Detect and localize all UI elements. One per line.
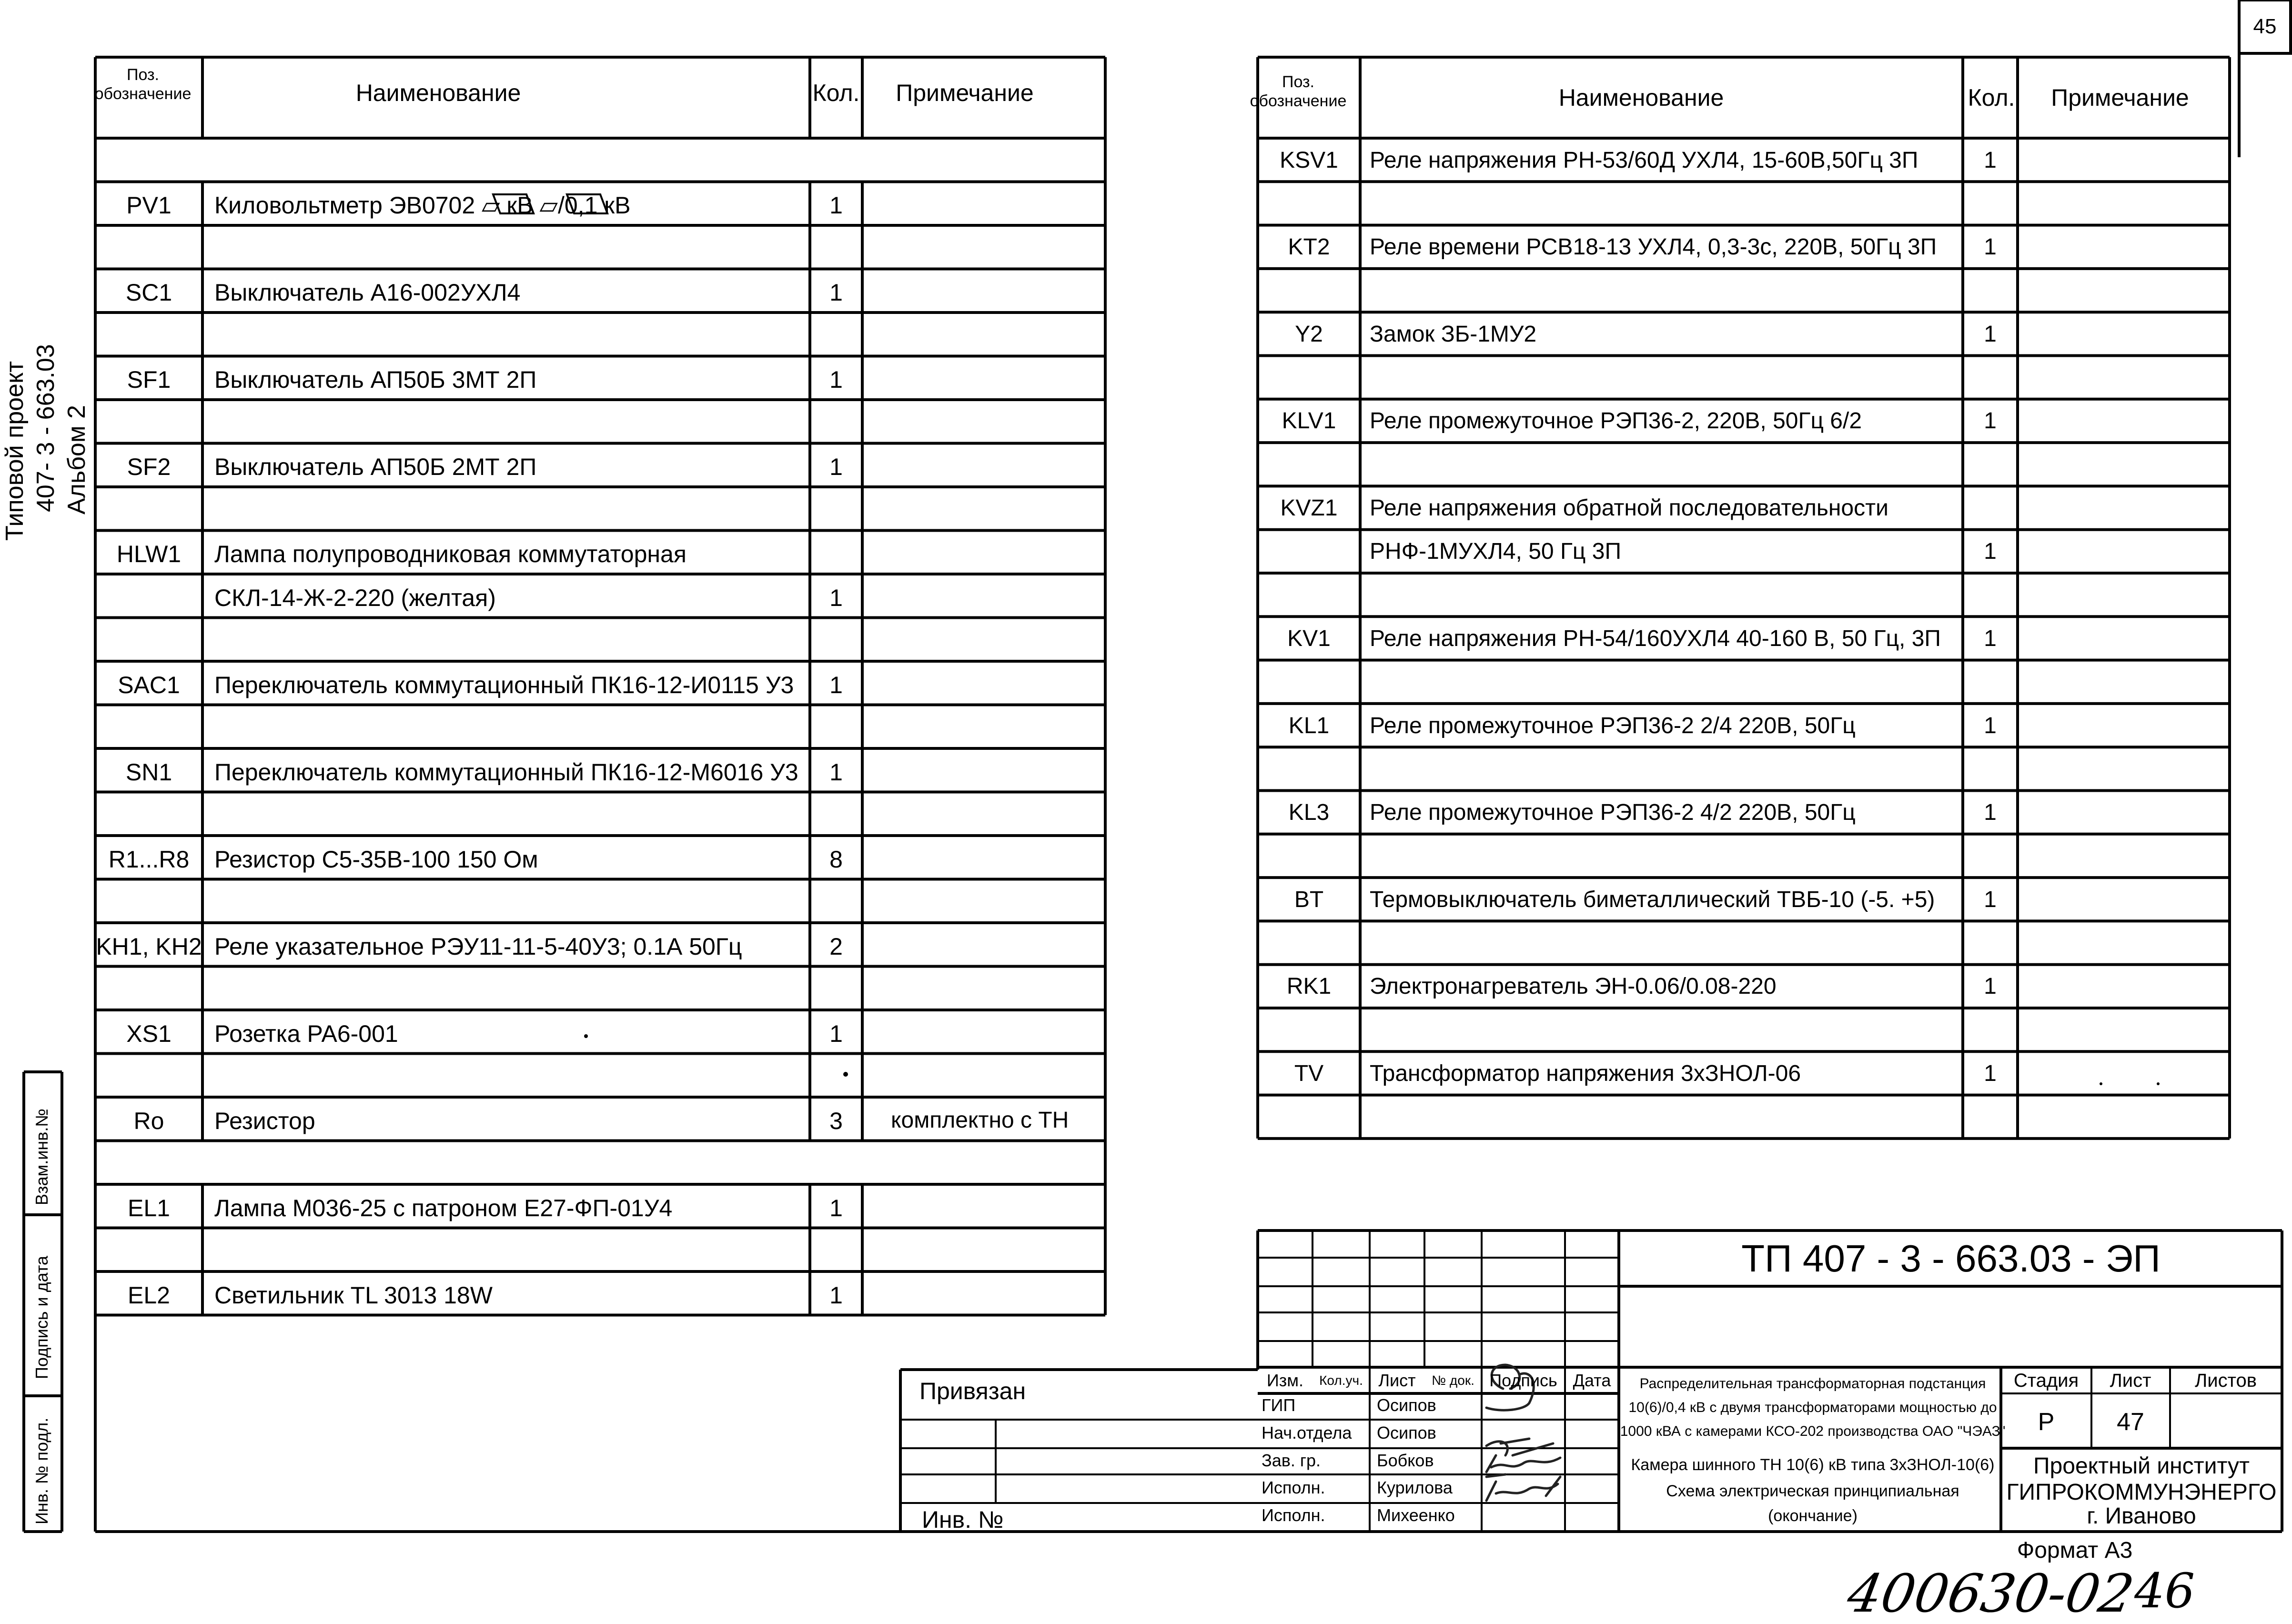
spec-qty: 1 bbox=[829, 584, 843, 611]
spec-pos: KLV1 bbox=[1282, 408, 1336, 434]
sheet-value: 47 bbox=[2117, 1408, 2144, 1436]
spec-pos: KH1, KH2 bbox=[96, 933, 202, 960]
spec-pos: SF2 bbox=[127, 454, 171, 481]
spec-qty: 1 bbox=[1984, 234, 1997, 260]
inv-label: Инв. № bbox=[922, 1506, 1004, 1533]
spec-pos: R1...R8 bbox=[108, 846, 190, 873]
spec-qty: 3 bbox=[829, 1107, 843, 1134]
spec-pos: EL2 bbox=[128, 1281, 170, 1309]
stamp-podpis-data: Подпись и дата bbox=[32, 1256, 51, 1379]
spec-pos: SN1 bbox=[125, 758, 172, 786]
title-person-name: Михеенко bbox=[1377, 1505, 1455, 1525]
spec-qty: 1 bbox=[1984, 800, 1997, 826]
spec-pos: KSV1 bbox=[1280, 147, 1338, 173]
object-line1: Распределительная трансформаторная подстанция bbox=[1639, 1376, 1986, 1392]
right-header-name: Наименование bbox=[1558, 84, 1724, 111]
spec-qty: 1 bbox=[829, 758, 843, 786]
project-label-line3: Альбом 2 bbox=[63, 405, 91, 514]
spec-qty: 1 bbox=[829, 366, 843, 393]
spec-name: Трансформатор напряжения 3хЗНОЛ-06 bbox=[1370, 1060, 1801, 1086]
spec-name: Реле промежуточное РЭП36-2 4/2 220В, 50Гц bbox=[1370, 800, 1856, 826]
left-header-pos-line2: обозначение bbox=[94, 85, 192, 103]
spec-name: Резистор bbox=[214, 1107, 315, 1134]
spec-qty: 1 bbox=[829, 454, 843, 481]
spec-qty: 1 bbox=[829, 192, 843, 219]
spec-note: комплектно с ТН bbox=[891, 1107, 1069, 1133]
spec-qty: 1 bbox=[1984, 408, 1997, 434]
spec-name: Реле промежуточное РЭП36-2, 220В, 50Гц 6/2 bbox=[1370, 408, 1862, 434]
spec-name: Реле промежуточное РЭП36-2 2/4 220В, 50Гц bbox=[1370, 713, 1856, 738]
spec-qty: 1 bbox=[829, 1194, 843, 1221]
spec-name: Замок ЗБ-1МУ2 bbox=[1370, 321, 1537, 347]
spec-name: Розетка РА6-001 bbox=[214, 1020, 398, 1047]
spec-pos: KT2 bbox=[1288, 234, 1330, 260]
title-col-header: № док. bbox=[1432, 1373, 1474, 1388]
spec-qty: 1 bbox=[829, 1281, 843, 1309]
spec-name: Реле указательное РЭУ11-11-5-40У3; 0.1А 50Гц bbox=[214, 933, 742, 960]
spec-qty: 1 bbox=[1984, 1060, 1997, 1086]
spec-qty: 1 bbox=[829, 279, 843, 306]
object-line3: 1000 кВА с камерами КСО-202 производства ОАО "ЧЭАЗ" bbox=[1620, 1423, 2006, 1439]
spec-qty: 1 bbox=[1984, 887, 1997, 912]
left-header-qty: Кол. bbox=[812, 80, 860, 106]
spec-name: Переключатель коммутационный ПК16-12-М6016 У3 bbox=[214, 758, 798, 786]
spec-name: Выключатель А16-002УХЛ4 bbox=[214, 279, 521, 306]
privyazan-label: Привязан bbox=[919, 1378, 1026, 1404]
title-col-header: Кол.уч. bbox=[1319, 1373, 1363, 1388]
spec-pos: Ro bbox=[133, 1107, 164, 1134]
spec-name: Светильник TL 3013 18W bbox=[214, 1281, 493, 1309]
spec-qty: 8 bbox=[829, 846, 843, 873]
title-role: Исполн. bbox=[1262, 1505, 1325, 1525]
title-person-name: Осипов bbox=[1377, 1395, 1436, 1415]
spec-pos: SC1 bbox=[125, 279, 172, 306]
title-person-name: Курилова bbox=[1377, 1478, 1453, 1497]
stamp-vzam-inv: Взам.инв.№ bbox=[32, 1108, 51, 1205]
sheet-number: 45 bbox=[2253, 15, 2277, 38]
spec-name: Выключатель АП50Б 3МТ 2П bbox=[214, 366, 537, 393]
spec-pos: SF1 bbox=[127, 366, 171, 393]
title-role: Зав. гр. bbox=[1262, 1451, 1321, 1470]
title-role: Исполн. bbox=[1262, 1478, 1325, 1497]
stage-value: Р bbox=[2038, 1408, 2055, 1436]
stamp-inv-podl: Инв. № подл. bbox=[32, 1417, 51, 1524]
title-col-header: Лист bbox=[1378, 1371, 1416, 1390]
spec-pos: KL3 bbox=[1288, 800, 1330, 826]
project-label-line1: Типовой проект bbox=[1, 361, 29, 541]
spec-qty: 1 bbox=[829, 1020, 843, 1047]
left-header-pos-line1: Поз. bbox=[127, 66, 159, 84]
spec-name: Переключатель коммутационный ПК16-12-И0115 У3 bbox=[214, 671, 794, 698]
sheet-label: Лист bbox=[2110, 1370, 2151, 1391]
spec-qty: 1 bbox=[1984, 625, 1997, 651]
right-header-pos-line1: Поз. bbox=[1282, 73, 1314, 91]
spec-name: РНФ-1МУХЛ4, 50 Гц 3П bbox=[1370, 539, 1621, 565]
spec-pos: KV1 bbox=[1287, 625, 1331, 651]
spec-name: Лампа М036-25 с патроном Е27-ФП-01У4 bbox=[214, 1194, 673, 1221]
spec-name: Электронагреватель ЭН-0.06/0.08-220 bbox=[1370, 974, 1777, 999]
signature-miheenko bbox=[1486, 1477, 1560, 1501]
spec-pos: BT bbox=[1294, 887, 1324, 912]
spec-qty: 1 bbox=[1984, 713, 1997, 738]
spec-pos: SAC1 bbox=[118, 671, 180, 698]
spec-pos: KL1 bbox=[1288, 713, 1330, 738]
spec-qty: 1 bbox=[1984, 321, 1997, 347]
title-person-name: Бобков bbox=[1377, 1451, 1434, 1470]
format-label: Формат А3 bbox=[2017, 1538, 2133, 1563]
right-header-note: Примечание bbox=[2051, 84, 2189, 111]
spec-qty: 2 bbox=[829, 933, 843, 960]
right-header-qty: Кол. bbox=[1968, 84, 2015, 111]
title-col-header: Подпись bbox=[1489, 1371, 1557, 1390]
spec-pos: RK1 bbox=[1286, 974, 1332, 999]
spec-name: Выключатель АП50Б 2МТ 2П bbox=[214, 454, 537, 481]
spec-pos: XS1 bbox=[126, 1020, 172, 1047]
left-header-name: Наименование bbox=[355, 80, 521, 106]
spec-name: Резистор С5-35В-100 150 Ом bbox=[214, 846, 538, 873]
doc-code: ТП 407 - 3 - 663.03 - ЭП bbox=[1741, 1237, 2161, 1280]
project-label-line2: 407- 3 - 663.03 bbox=[32, 344, 60, 512]
title-col-header: Дата bbox=[1573, 1371, 1611, 1390]
sheet-title-line1: Камера шинного ТН 10(6) кВ типа 3хЗНОЛ-10(6) bbox=[1631, 1456, 1995, 1474]
spec-pos: EL1 bbox=[128, 1194, 170, 1221]
org-line2: ГИПРОКОММУНЭНЕРГО bbox=[2006, 1480, 2277, 1505]
spec-qty: 1 bbox=[829, 671, 843, 698]
title-person-name: Осипов bbox=[1377, 1423, 1436, 1442]
title-role: ГИП bbox=[1262, 1395, 1296, 1415]
spec-name: Киловольтметр ЭВ0702 ▱ кВ ▱/0,1 кВ bbox=[214, 192, 631, 219]
org-line3: г. Иваново bbox=[2087, 1503, 2196, 1529]
sheet-title-line3: (окончание) bbox=[1768, 1507, 1858, 1525]
spec-name: Реле времени РСВ18-13 УХЛ4, 0,3-3с, 220В, 50Гц 3П bbox=[1370, 234, 1937, 260]
spec-pos: HLW1 bbox=[116, 541, 182, 568]
org-line1: Проектный институт bbox=[2033, 1453, 2250, 1479]
spec-pos: PV1 bbox=[126, 192, 172, 219]
spec-pos: KVZ1 bbox=[1280, 495, 1338, 521]
sheet-title-line2: Схема электрическая принципиальная bbox=[1666, 1482, 1959, 1500]
left-header-note: Примечание bbox=[896, 80, 1034, 106]
spec-name: Лампа полупроводниковая коммутаторная bbox=[214, 541, 687, 568]
right-header-pos-line2: обозначение bbox=[1250, 92, 1347, 110]
object-line2: 10(6)/0,4 кВ с двумя трансформаторами мощностью до bbox=[1628, 1400, 1997, 1415]
spec-name: Термовыключатель биметаллический ТВБ-10 (-5. +5) bbox=[1370, 887, 1935, 912]
spec-name: Реле напряжения РН-53/60Д УХЛ4, 15-60В,50Гц 3П bbox=[1370, 147, 1918, 173]
spec-name: Реле напряжения обратной последовательности bbox=[1370, 495, 1888, 521]
handwritten-page-number: 46 bbox=[2134, 1563, 2195, 1619]
signature-bobkov bbox=[1486, 1439, 1553, 1455]
spec-qty: 1 bbox=[1984, 539, 1997, 565]
title-col-header: Изм. bbox=[1266, 1371, 1304, 1390]
spec-name: СКЛ-14-Ж-2-220 (желтая) bbox=[214, 584, 496, 611]
sheets-label: Листов bbox=[2195, 1370, 2257, 1391]
spec-qty: 1 bbox=[1984, 974, 1997, 999]
handwritten-inventory-number: 400630-02 bbox=[1843, 1563, 2139, 1624]
stage-label: Стадия bbox=[2013, 1370, 2079, 1391]
spec-pos: TV bbox=[1294, 1060, 1324, 1086]
spec-qty: 1 bbox=[1984, 147, 1997, 173]
spec-pos: Y2 bbox=[1295, 321, 1323, 347]
spec-name: Реле напряжения РН-54/160УХЛ4 40-160 В, 50 Гц, 3П bbox=[1370, 625, 1941, 651]
title-role: Нач.отдела bbox=[1262, 1423, 1352, 1442]
